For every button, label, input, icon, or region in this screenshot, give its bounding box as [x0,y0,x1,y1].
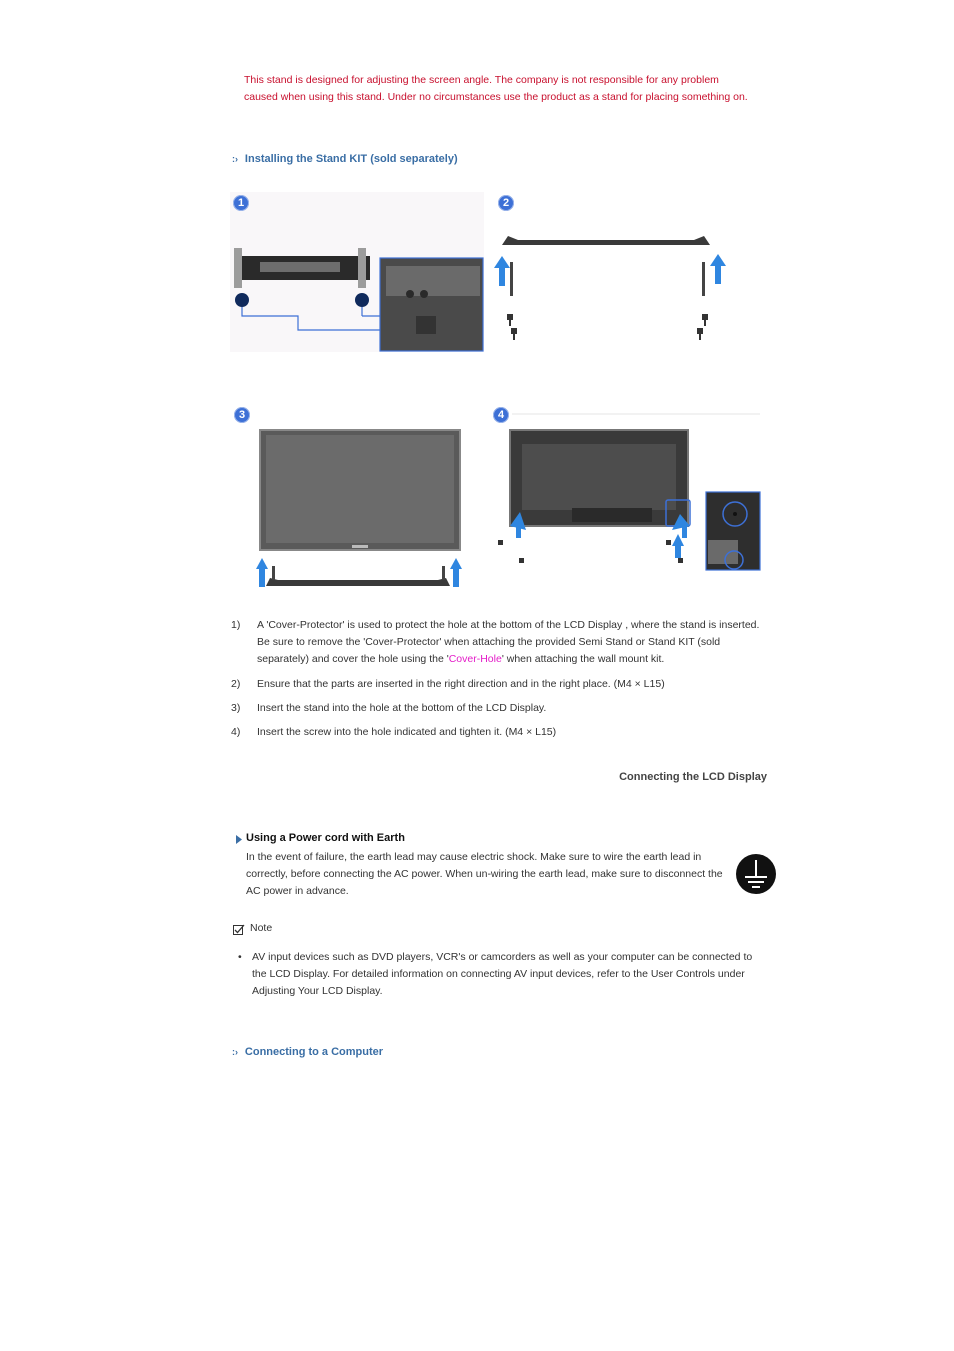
warning-line-2: caused when using this stand. Under no circumstances use the product as a stand for placing something on. [244,91,748,103]
step-1-number: 1) [231,619,241,631]
arrow-up-right [450,558,462,587]
figure-1 [230,192,484,352]
figure-4 [492,404,762,579]
figure-3-illustration [232,404,472,594]
figure-1-illustration [230,192,484,352]
figure-2-illustration [494,192,734,352]
screws-left [507,314,517,340]
figure-2-number: 2 [498,195,514,211]
section-stand-heading [232,153,458,165]
arrow-up-right [710,254,726,284]
figure-4-number: 4 [493,407,509,423]
figure-1-number: 1 [233,195,249,211]
stand-warning [244,72,804,106]
power-cord-title: Using a Power cord with Earth [246,832,405,844]
note-check-icon [233,924,245,935]
step-1-text-b: ' when attaching the wall mount kit. [501,653,665,665]
section-stand-title: Installing the Stand KIT (sold separately) [244,153,458,165]
step-4-number: 4) [231,726,241,738]
step-2-text: Ensure that the parts are inserted in the right direction and in the right place. (M4 × L15) [257,678,665,690]
section-computer-title[interactable]: Connecting to a Computer [244,1046,384,1058]
note-bullet-text: AV input devices such as DVD players, VCR's or camcorders as well as your computer can be connected to the LCD Display. For detailed information on connecting AV input devices, refer to the User Controls under Adjusting Your LCD Display. [252,951,753,997]
step-4-text: Insert the screw into the hole indicated and tighten it. (M4 × L15) [257,726,557,738]
connecting-lcd-link[interactable]: Connecting the LCD Display [619,771,767,783]
figure-2 [494,192,734,352]
earth-ground-icon [735,853,777,895]
section-computer-heading [232,1046,383,1058]
step-1-text-a: A 'Cover-Protector' is used to protect the hole at the bottom of the LCD Display , where the stand is inserted. Be sure to remove the 'Cover-Protector' when attaching the provided Semi Stand or Stand KIT (sold separately) and cover the hole using the ' [257,619,760,665]
screws [498,540,683,563]
step-3-text: Insert the stand into the hole at the bottom of the LCD Display. [257,702,547,714]
figure-4-illustration [492,404,762,579]
section-bullet-icon: :› [232,154,238,164]
step-3-number: 3) [231,702,241,714]
bullet-dot: • [238,951,242,963]
cover-hole-term: Cover-Hole [448,653,502,665]
power-cord-body: In the event of failure, the earth lead may cause electric shock. Make sure to wire the earth lead in correctly, before connecting the AC power. When un-wiring the earth lead, make sure to disconnect the AC power in advance. [246,851,723,897]
note-label: Note [250,922,273,934]
step-2-number: 2) [231,678,241,690]
arrow-up-left [256,558,268,587]
figure-3-number: 3 [234,407,250,423]
arrow-up-left [494,256,510,286]
screws-right [697,314,708,340]
section-bullet-icon: :› [232,1047,238,1057]
warning-line-1: This stand is designed for adjusting the screen angle. The company is not responsible for any problem [244,74,719,86]
arrow-right-icon [236,835,242,844]
figure-3 [232,404,472,594]
step-1-text [257,617,762,668]
